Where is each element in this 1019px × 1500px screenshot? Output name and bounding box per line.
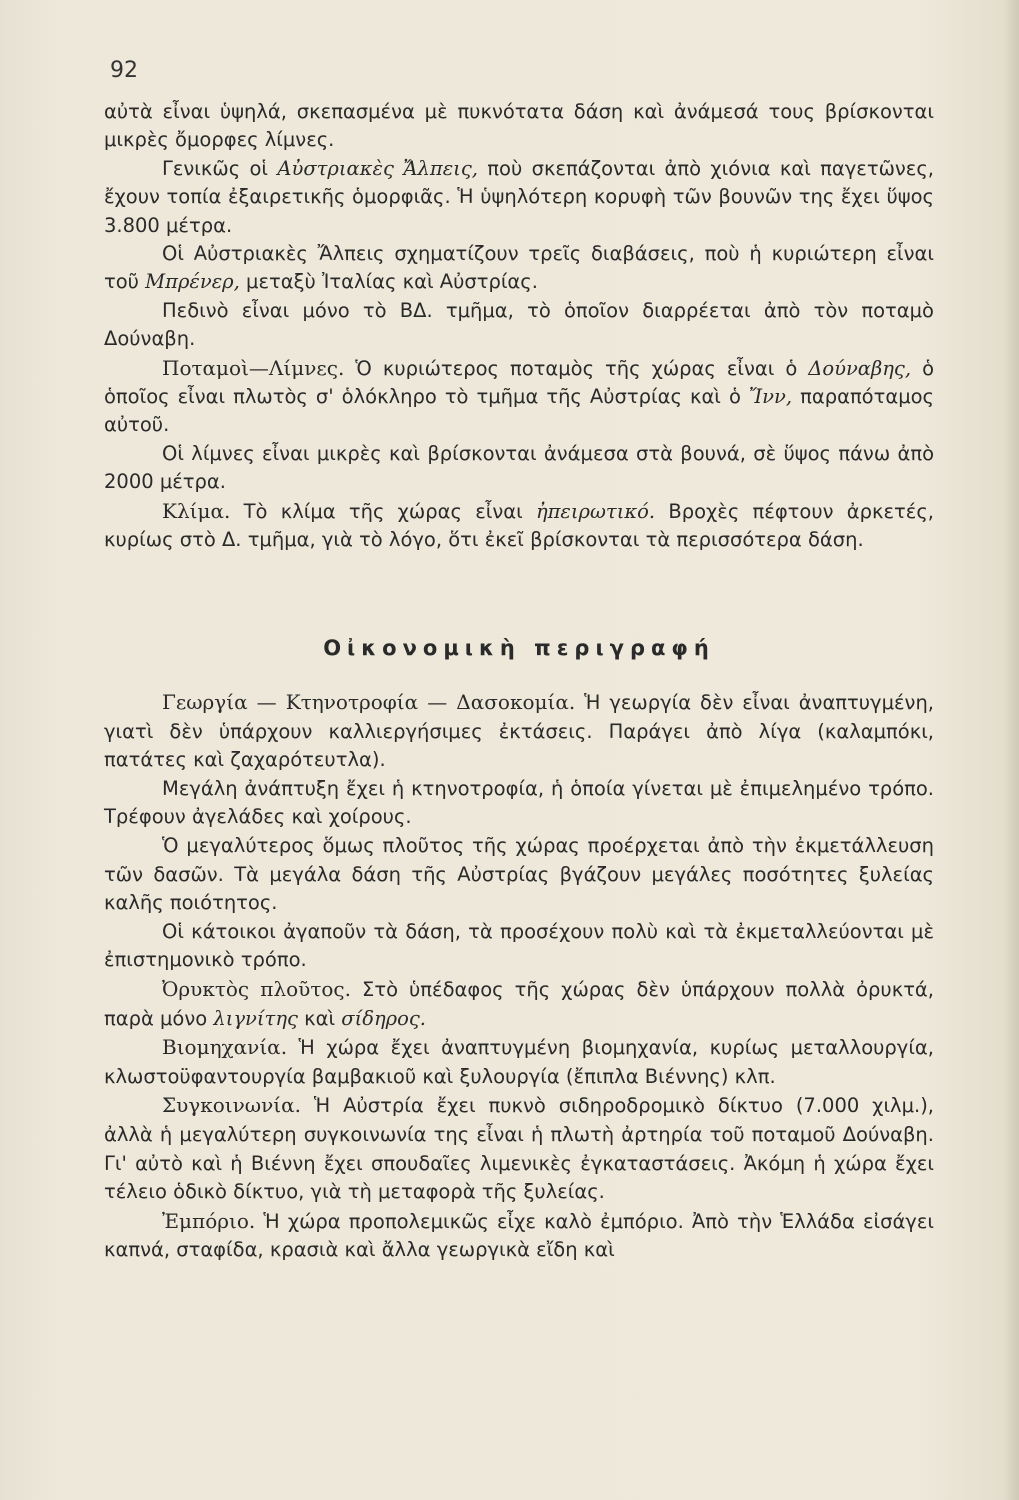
- text-run: Οἱ Αὐστριακὲς Ἄλπεις σχηματίζουν τρεῖς διαβάσεις, ποὺ ἡ κυριώτερη εἶναι τοῦ: [104, 242, 934, 294]
- paragraph-lead: Κλίμα.: [162, 498, 231, 523]
- paragraph-lead: Γεωργία — Κτηνοτροφία — Δασοκομία.: [162, 690, 576, 714]
- paragraph: [104, 297, 934, 354]
- text-run: Ἡ Αὐστρία ἔχει πυκνὸ σιδηροδρομικὸ δίκτυο (7.000 χιλμ.), ἀλλὰ ἡ μεγαλύτερη συγκοινωνία της εἶναι ἡ πλωτὴ ἀρτηρία τοῦ ποταμοῦ Δούναβη. Γι' αὐτὸ καὶ ἡ Βιέννη ἔχει σπουδαῖες λιμενικὲς ἐγκαταστάσεις. Ἀκόμη ἡ χώρα ἔχει τέλειο ὁδικὸ δίκτυο, γιὰ τὴ μεταφορὰ τῆς ξυλείας.: [104, 1094, 934, 1204]
- text-run: Οἱ λίμνες εἶναι μικρὲς καὶ βρίσκονται ἀνάμεσα στὰ βουνά, σὲ ὕψος πάνω ἀπὸ 2000 μέτρα.: [104, 441, 934, 494]
- paragraph: [104, 688, 934, 775]
- text-run: Ἡ γεωργία δὲν εἶναι ἀναπτυγμένη, γιατὶ δὲν ὑπάρχουν καλλιεργήσιμες ἐκτάσεις. Παράγει ἀπὸ λίγα (καλαμπόκι, πατάτες καὶ ζαχαρότευτλα).: [104, 691, 934, 772]
- paragraph: [104, 354, 934, 440]
- paragraph: [104, 832, 934, 918]
- paragraph: [104, 98, 934, 155]
- italic-term: Αὐστριακὲς Ἄλπεις,: [277, 156, 478, 180]
- italic-term: σίδηρος.: [341, 1006, 426, 1030]
- paragraph: [104, 918, 934, 975]
- italic-term: Ἴνν,: [748, 385, 793, 409]
- body-text-bottom: [104, 688, 934, 1265]
- paragraph: [104, 1033, 934, 1091]
- text-run: ποὺ σκεπάζονται ἀπὸ χιόνια καὶ παγετῶνες, ἔχουν τοπία ἐξαιρετικῆς ὁμορφιᾶς. Ἡ ὑψηλότερη κορυφὴ τῶν βουνῶν της ἔχει ὕψος 3.800 μέτρα.: [104, 156, 934, 237]
- paragraph: [104, 155, 934, 240]
- text-run: Μεγάλη ἀνάπτυξη ἔχει ἡ κτηνοτροφία, ἡ ὁποία γίνεται μὲ ἐπιμελημένο τρόπο. Τρέφουν ἀγελάδες καὶ χοίρους.: [104, 776, 934, 829]
- paragraph: [104, 240, 934, 297]
- page-number: 92: [110, 58, 138, 83]
- paragraph: [104, 497, 934, 555]
- text-run: Βροχὲς πέφτουν ἀρκετές, κυρίως στὸ Δ. τμῆμα, γιὰ τὸ λόγο, ὅτι ἐκεῖ βρίσκονται τὰ περισσότερα δάση.: [104, 499, 934, 552]
- text-run: καὶ: [297, 1006, 342, 1030]
- text-run: Ὁ κυριώτερος ποταμὸς τῆς χώρας εἶναι ὁ: [344, 356, 809, 380]
- paragraph-lead: Βιομηχανία.: [162, 1035, 288, 1060]
- body-text-top: [104, 98, 934, 555]
- text-run: αὐτὰ εἶναι ὑψηλά, σκεπασμένα μὲ πυκνότατα δάση καὶ ἀνάμεσά τους βρίσκονται μικρὲς ὄμορφες λίμνες.: [104, 100, 934, 152]
- paragraph-lead: Ὀρυκτὸς πλοῦτος.: [162, 976, 351, 1001]
- text-run: ὁ ὁποῖος εἶναι πλωτὸς σ' ὁλόκληρο τὸ τμῆμα τῆς Αὐστρίας καὶ ὁ: [104, 356, 934, 409]
- paragraph: [104, 775, 934, 832]
- paragraph: [104, 1207, 934, 1265]
- text-run: Οἱ κάτοικοι ἀγαποῦν τὰ δάση, τὰ προσέχουν πολὺ καὶ τὰ ἐκμεταλλεύονται μὲ ἐπιστημονικὸ τρόπο.: [104, 919, 934, 972]
- paragraph-lead: Συγκοινωνία.: [162, 1093, 301, 1118]
- paragraph-lead: Ποταμοὶ—Λίμνες.: [162, 355, 345, 380]
- text-run: μεταξὺ Ἰταλίας καὶ Αὐστρίας.: [239, 270, 538, 294]
- italic-term: Δούναβης,: [808, 356, 912, 380]
- italic-term: λιγνίτης: [213, 1006, 298, 1030]
- italic-term: ἠπειρωτικό.: [535, 499, 656, 523]
- text-run: Ὁ μεγαλύτερος ὅμως πλοῦτος τῆς χώρας προέρχεται ἀπὸ τὴν ἐκμετάλλευση τῶν δασῶν. Τὰ μεγάλα δάση τῆς Αὐστρίας βγάζουν μεγάλες ποσότητες ξυλείας καλῆς ποιότητος.: [104, 833, 934, 915]
- paragraph: [104, 440, 934, 497]
- paragraph-lead: Ἐμπόριο.: [162, 1208, 256, 1233]
- text-run: παραπόταμος αὐτοῦ.: [104, 385, 934, 437]
- paragraph: [104, 1091, 934, 1206]
- text-run: Πεδινὸ εἶναι μόνο τὸ ΒΔ. τμῆμα, τὸ ὁποῖον διαρρέεται ἀπὸ τὸν ποταμὸ Δούναβη.: [104, 298, 934, 351]
- page-edge-shadow: [1003, 0, 1019, 1500]
- text-run: Στὸ ὑπέδαφος τῆς χώρας δὲν ὑπάρχουν πολλὰ ὀρυκτά, παρὰ μόνο: [104, 977, 934, 1030]
- text-run: Ἡ χώρα προπολεμικῶς εἶχε καλὸ ἐμπόριο. Ἀπὸ τὴν Ἑλλάδα εἰσάγει καπνά, σταφίδα, κρασιὰ καὶ ἄλλα γεωργικὰ εἴδη καὶ: [104, 1209, 934, 1262]
- text-run: Ἡ χώρα ἔχει ἀναπτυγμένη βιομηχανία, κυρίως μεταλλουργία, κλωστοϋφαντουργία βαμβακιοῦ καὶ ξυλουργία (ἔπιπλα Βιέννης) κλπ.: [104, 1036, 934, 1088]
- text-run: Γενικῶς οἱ: [162, 156, 278, 180]
- paragraph: [104, 975, 934, 1033]
- text-run: Τὸ κλίμα τῆς χώρας εἶναι: [230, 499, 536, 523]
- italic-term: Μπρένερ,: [145, 270, 240, 294]
- section-heading: Οἰκονομικὴ περιγραφή: [323, 636, 715, 660]
